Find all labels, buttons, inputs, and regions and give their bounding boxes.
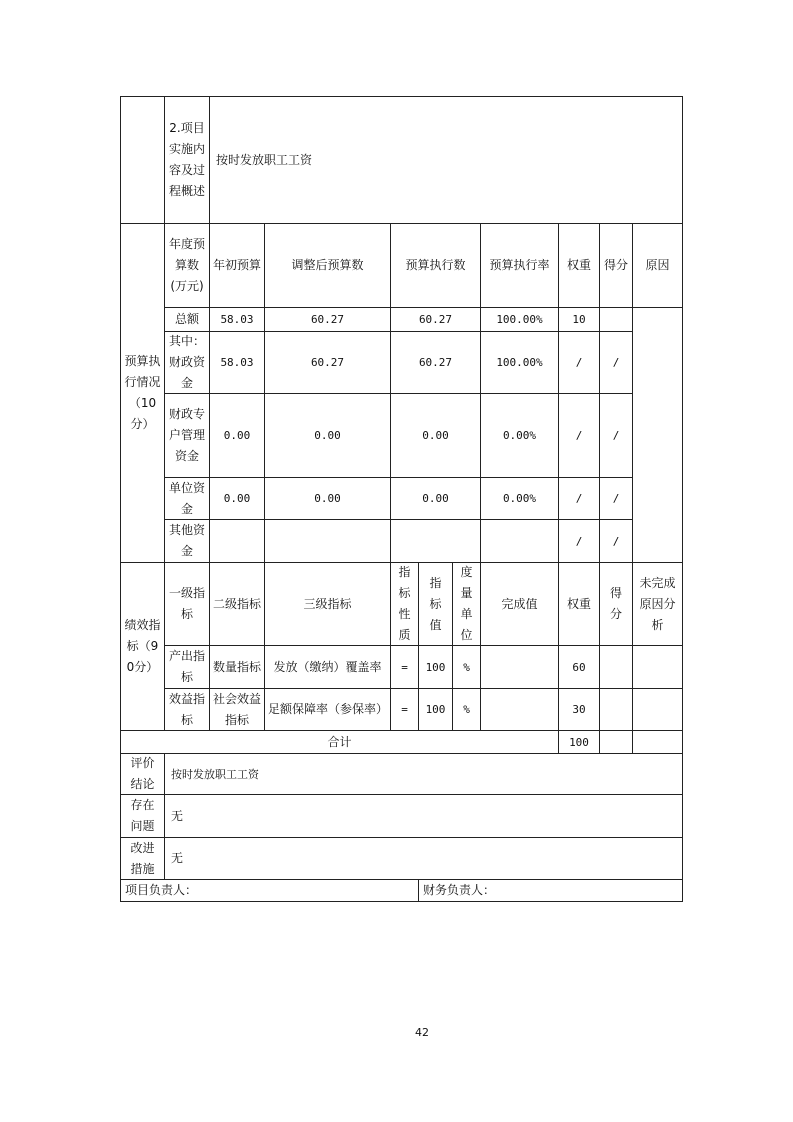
- budget-weight: 10: [558, 307, 600, 332]
- project-content: 按时发放职工工资: [209, 96, 683, 224]
- budget-rate: 100.00%: [480, 307, 559, 332]
- budget-weight: /: [558, 393, 600, 478]
- budget-initial: 0.00: [209, 393, 265, 478]
- budget-score: /: [599, 393, 633, 478]
- evaluation-content: 按时发放职工工资: [164, 753, 683, 795]
- budget-executed: [390, 519, 481, 563]
- evaluation-label: 评价结论: [120, 753, 165, 795]
- perf-nature: =: [390, 688, 419, 731]
- perf-header: 一级指标: [164, 562, 210, 646]
- budget-executed: 60.27: [390, 307, 481, 332]
- perf-weight: 30: [558, 688, 600, 731]
- perf-header: 指标值: [418, 562, 453, 646]
- perf-done: [480, 645, 559, 689]
- perf-l2: 数量指标: [209, 645, 265, 689]
- budget-adjusted: 0.00: [264, 393, 391, 478]
- budget-adjusted: [264, 519, 391, 563]
- budget-executed: 0.00: [390, 393, 481, 478]
- budget-header: 调整后预算数: [264, 223, 391, 308]
- finance-lead-label: 财务负责人：: [418, 879, 683, 902]
- budget-adjusted: 60.27: [264, 307, 391, 332]
- problems-content: 无: [164, 794, 683, 838]
- improvements-content: 无: [164, 837, 683, 880]
- project-lead-label: 项目负责人：: [120, 879, 419, 902]
- perf-weight: 60: [558, 645, 600, 689]
- budget-row-name: 总额: [164, 307, 210, 332]
- budget-rate: 100.00%: [480, 331, 559, 394]
- budget-score: /: [599, 477, 633, 520]
- budget-header: 预算执行率: [480, 223, 559, 308]
- budget-initial: 0.00: [209, 477, 265, 520]
- budget-row-name: 财政专户管理资金: [164, 393, 210, 478]
- budget-weight: /: [558, 331, 600, 394]
- budget-header: 年度预算数(万元): [164, 223, 210, 308]
- perf-l1: 产出指标: [164, 645, 210, 689]
- perf-header: 二级指标: [209, 562, 265, 646]
- total-label: 合计: [120, 730, 559, 754]
- budget-score: /: [599, 331, 633, 394]
- perf-unit: %: [452, 645, 481, 689]
- improvements-label: 改进措施: [120, 837, 165, 880]
- budget-executed: 60.27: [390, 331, 481, 394]
- project-label: 2.项目实施内容及过程概述: [164, 96, 210, 224]
- budget-weight: /: [558, 477, 600, 520]
- perf-header: 指标性质: [390, 562, 419, 646]
- budget-row-name: 其他资金: [164, 519, 210, 563]
- budget-initial: 58.03: [209, 307, 265, 332]
- perf-l2: 社会效益指标: [209, 688, 265, 731]
- budget-row-name: 其中：财政资金: [164, 331, 210, 394]
- budget-weight: /: [558, 519, 600, 563]
- budget-header: 权重: [558, 223, 600, 308]
- perf-nature: =: [390, 645, 419, 689]
- perf-value: 100: [418, 688, 453, 731]
- budget-header: 得分: [599, 223, 633, 308]
- performance-section-label: 绩效指标（90分）: [120, 562, 165, 731]
- total-score: [599, 730, 633, 754]
- budget-header: 年初预算: [209, 223, 265, 308]
- budget-rate: [480, 519, 559, 563]
- perf-header: 度量单位: [452, 562, 481, 646]
- problems-label: 存在问题: [120, 794, 165, 838]
- perf-unit: %: [452, 688, 481, 731]
- budget-score: [599, 307, 633, 332]
- budget-adjusted: 0.00: [264, 477, 391, 520]
- perf-value: 100: [418, 645, 453, 689]
- budget-executed: 0.00: [390, 477, 481, 520]
- budget-adjusted: 60.27: [264, 331, 391, 394]
- perf-header: 三级指标: [264, 562, 391, 646]
- budget-header: 预算执行数: [390, 223, 481, 308]
- budget-header: 原因: [632, 223, 683, 308]
- perf-score: [599, 688, 633, 731]
- perf-header: 未完成原因分析: [632, 562, 683, 646]
- budget-initial: 58.03: [209, 331, 265, 394]
- perf-header: 得分: [599, 562, 633, 646]
- budget-row-name: 单位资金: [164, 477, 210, 520]
- perf-l3: 足额保障率（参保率）: [264, 688, 391, 731]
- page-number: 42: [415, 1026, 429, 1039]
- perf-header: 权重: [558, 562, 600, 646]
- perf-reason: [632, 645, 683, 689]
- perf-l1: 效益指标: [164, 688, 210, 731]
- total-weight: 100: [558, 730, 600, 754]
- perf-done: [480, 688, 559, 731]
- budget-initial: [209, 519, 265, 563]
- empty-cell: [120, 96, 165, 224]
- budget-rate: 0.00%: [480, 477, 559, 520]
- reason-cell: [632, 307, 683, 563]
- perf-score: [599, 645, 633, 689]
- budget-rate: 0.00%: [480, 393, 559, 478]
- budget-section-label: 预算执行情况（10分）: [120, 223, 165, 563]
- perf-reason: [632, 688, 683, 731]
- budget-score: /: [599, 519, 633, 563]
- total-reason: [632, 730, 683, 754]
- perf-l3: 发放（缴纳）覆盖率: [264, 645, 391, 689]
- perf-header: 完成值: [480, 562, 559, 646]
